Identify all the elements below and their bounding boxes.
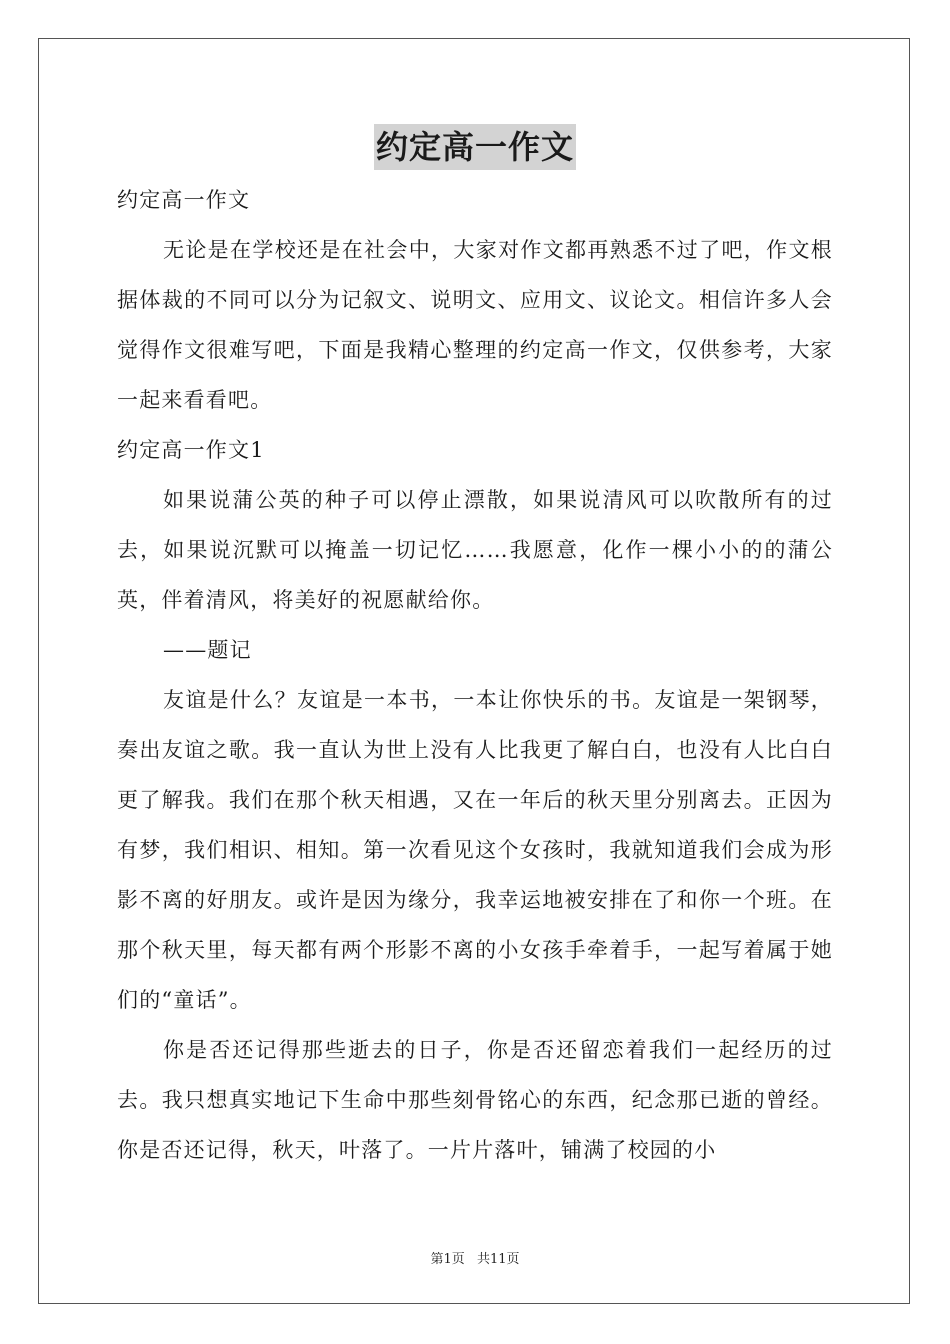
page-total: 共11页 bbox=[476, 1252, 520, 1267]
epigraph-note: ——题记 bbox=[163, 638, 252, 662]
paragraph: 无论是在学校还是在社会中，大家对作文都再熟悉不过了吧，作文根据体裁的不同可以分为记叙文、说明文、应用文、议论文。相信许多人会觉得作文很难写吧，下面是我精心整理的约定高一作文，仅供参考，大家一起来看看吧。 bbox=[117, 238, 833, 412]
page-number: 第1页 bbox=[430, 1252, 465, 1267]
document-body bbox=[117, 175, 833, 1175]
paragraph: 友谊是什么？友谊是一本书，一本让你快乐的书。友谊是一架钢琴，奏出友谊之歌。我一直认为世上没有人比我更了解白白，也没有人比白白更了解我。我们在那个秋天相遇，又在一年后的秋天里分别离去。正因为有梦，我们相识、相知。第一次看见这个女孩时，我就知道我们会成为形影不离的好朋友。或许是因为缘分，我幸运地被安排在了和你一个班。在那个秋天里，每天都有两个形影不离的小女孩手牵着手，一起写着属于她们的“童话”。 bbox=[117, 688, 833, 1012]
section-heading: 约定高一作文1 bbox=[117, 438, 265, 462]
section-heading: 约定高一作文 bbox=[117, 188, 251, 212]
document-title: 约定高一作文 bbox=[374, 124, 576, 170]
title-wrap bbox=[0, 124, 950, 170]
paragraph: 如果说蒲公英的种子可以停止漂散，如果说清风可以吹散所有的过去，如果说沉默可以掩盖一切记忆……我愿意，化作一棵小小的的蒲公英，伴着清风，将美好的祝愿献给你。 bbox=[117, 488, 833, 612]
paragraph: 你是否还记得那些逝去的日子，你是否还留恋着我们一起经历的过去。我只想真实地记下生命中那些刻骨铭心的东西，纪念那已逝的曾经。你是否还记得，秋天，叶落了。一片片落叶，铺满了校园的小 bbox=[117, 1038, 833, 1162]
page-footer bbox=[0, 1248, 950, 1267]
